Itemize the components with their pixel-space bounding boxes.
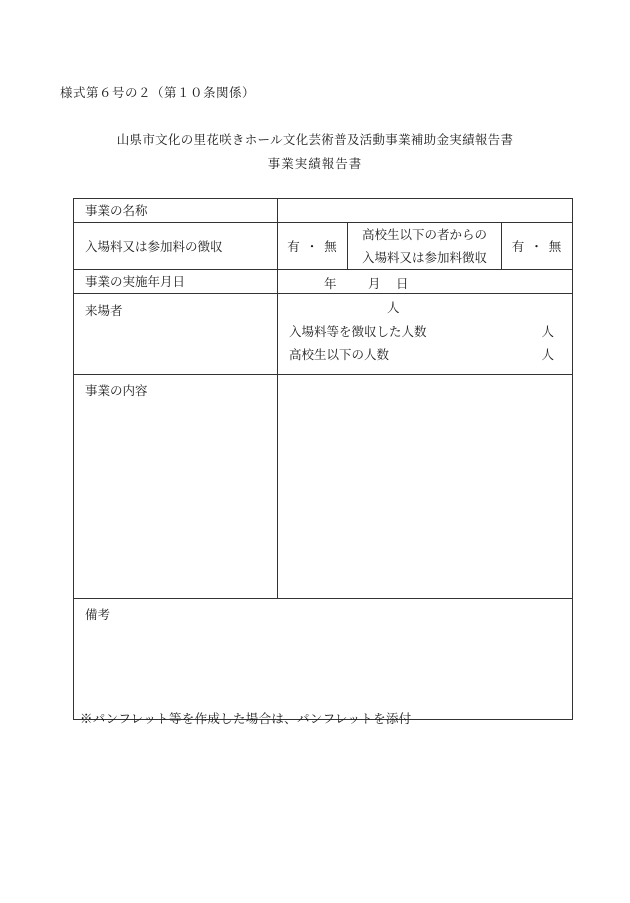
footnote: ※パンフレット等を作成した場合は、パンフレットを添付 [80,711,412,726]
visitors-unit: 人 [387,300,400,315]
document-subtitle: 事業実績報告書 [267,156,363,171]
report-table [73,198,573,720]
visitors-label: 来場者 [74,294,278,375]
content-row [74,375,573,599]
hs-fee-label [348,223,502,270]
event-name-field[interactable] [278,199,573,223]
date-label: 事業の実施年月日 [74,270,278,294]
form-number: 様式第６号の２（第１０条関係） [60,85,256,100]
hs-visitors-unit: 人 [541,347,555,362]
fee-label: 入場料又は参加料の徴収 [74,223,278,270]
date-month-unit: 月 [368,276,381,291]
date-day-unit: 日 [396,276,409,291]
content-label: 事業の内容 [74,375,278,599]
event-name-label: 事業の名称 [74,199,278,223]
visitors-row [74,294,573,375]
notes-row [74,599,573,720]
visitors-field[interactable] [278,294,573,375]
hs-visitors-label: 高校生以下の人数 [289,347,390,362]
paid-visitors-unit: 人 [541,324,555,339]
notes-label: 備考 [85,607,111,622]
notes-field[interactable] [74,599,573,720]
date-row [74,270,573,294]
hs-fee-label-line1: 高校生以下の者からの [361,227,487,242]
event-name-row [74,199,573,223]
date-year-unit: 年 [324,276,337,291]
date-field[interactable] [278,270,573,294]
hs-fee-label-line2: 入場料又は参加料徴収 [361,250,487,265]
fee-row [74,223,573,270]
fee-choice[interactable]: 有 ・ 無 [278,223,348,270]
content-field[interactable] [278,375,573,599]
paid-visitors-label: 入場料等を徴収した人数 [289,324,427,339]
hs-fee-choice[interactable]: 有 ・ 無 [502,223,573,270]
document-title: 山県市文化の里花咲きホール文化芸術普及活動事業補助金実績報告書 [116,132,514,147]
